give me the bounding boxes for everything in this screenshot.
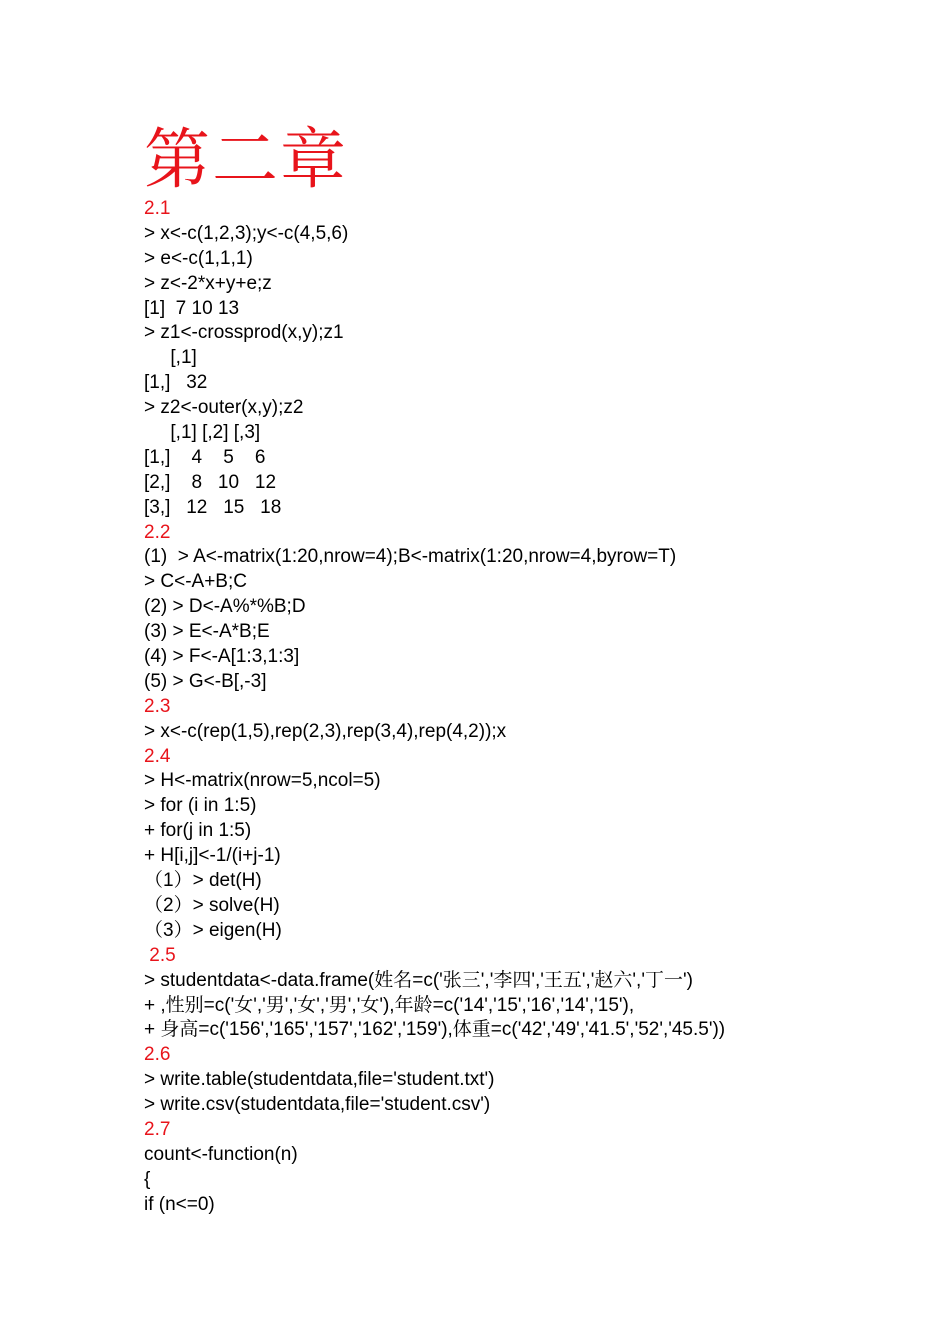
code-line: > H<-matrix(nrow=5,ncol=5) [144,770,381,792]
code-line: > x<-c(1,2,3);y<-c(4,5,6) [144,222,349,244]
chapter-title: 第二章 [144,121,348,198]
section-heading: 2.4 [144,745,171,767]
code-line: > C<-A+B;C [144,571,247,593]
section-heading: 2.6 [144,1044,171,1066]
code-line: (4) > F<-A[1:3,1:3] [144,646,300,668]
section-heading: 2.5 [144,944,176,966]
code-line: (3) > E<-A*B;E [144,621,270,643]
code-line: (5) > G<-B[,-3] [144,670,267,692]
code-line: if (n<=0) [144,1193,215,1215]
code-line: [,1] [144,347,197,369]
code-line: (2) > D<-A%*%B;D [144,596,306,618]
code-line: > studentdata<-data.frame(姓名=c('张三','李四','王五','赵六','丁一') [144,969,693,991]
code-line: [3,] 12 15 18 [144,496,282,518]
code-line: count<-function(n) [144,1143,298,1165]
document-body [144,197,924,1218]
code-line: > z<-2*x+y+e;z [144,272,272,294]
code-line: （3）> eigen(H) [144,919,282,941]
code-line: + ,性别=c('女','男','女','男','女'),年龄=c('14','15','16','14','15'), [144,994,635,1016]
code-line: （2）> solve(H) [144,894,280,916]
section-heading: 2.2 [144,521,171,543]
code-line: [,1] [,2] [,3] [144,422,261,444]
code-line: [2,] 8 10 12 [144,471,277,493]
section-heading: 2.3 [144,695,171,717]
code-line: > for (i in 1:5) [144,795,257,817]
code-line: { [144,1168,151,1190]
code-line: > z1<-crossprod(x,y);z1 [144,322,344,344]
code-line: [1,] 32 [144,372,208,394]
code-line: [1] 7 10 13 [144,297,240,319]
code-line: > z2<-outer(x,y);z2 [144,397,304,419]
code-line: + for(j in 1:5) [144,820,252,842]
code-line: > x<-c(rep(1,5),rep(2,3),rep(3,4),rep(4,2));x [144,720,507,742]
section-heading: 2.7 [144,1118,171,1140]
code-line: > write.table(studentdata,file='student.txt') [144,1069,495,1091]
section-heading: 2.1 [144,198,171,219]
code-line: [1,] 4 5 6 [144,446,266,468]
code-line: > write.csv(studentdata,file='student.csv') [144,1094,491,1116]
code-line: (1) > A<-matrix(1:20,nrow=4);B<-matrix(1:20,nrow=4,byrow=T) [144,546,677,568]
code-line: + 身高=c('156','165','157','162','159'),体重=c('42','49','41.5','52','45.5')) [144,1019,726,1041]
code-line: + H[i,j]<-1/(i+j-1) [144,845,281,867]
code-line: （1）> det(H) [144,870,262,892]
code-line: > e<-c(1,1,1) [144,247,253,269]
